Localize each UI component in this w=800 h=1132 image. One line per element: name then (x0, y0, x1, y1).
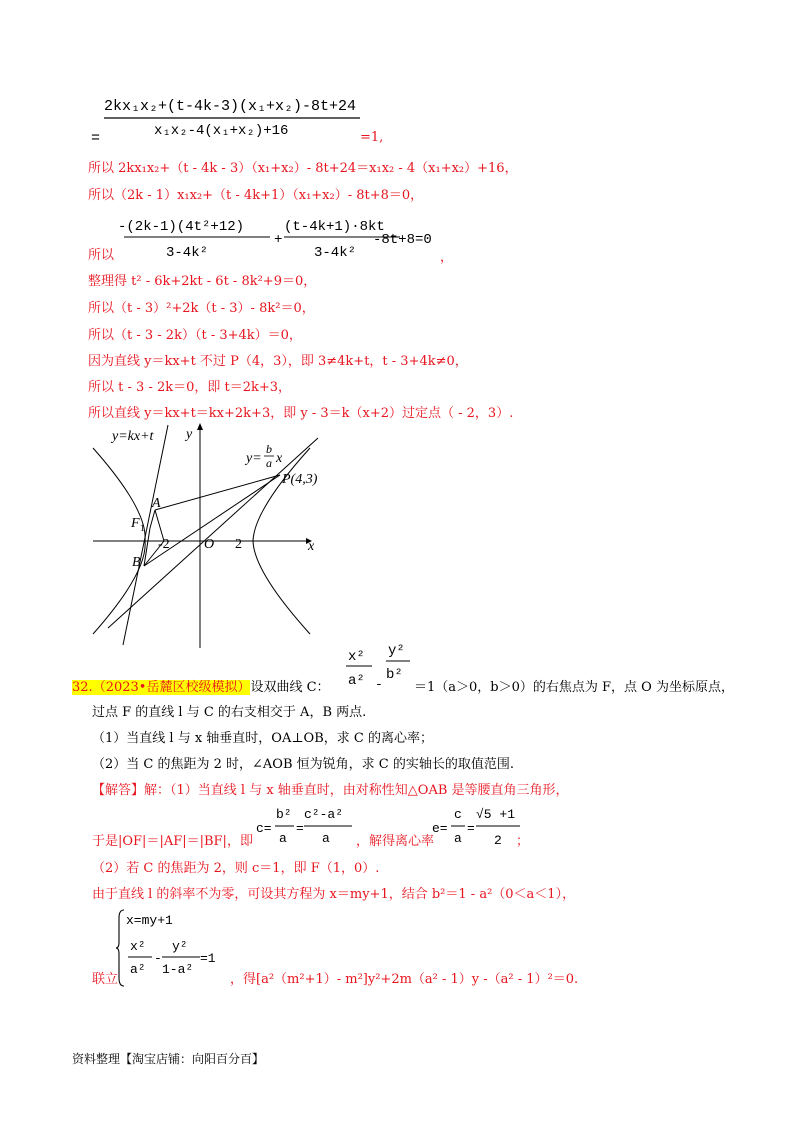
graph-label-asym-den: a (266, 456, 272, 470)
text-line-b4: 因为直线 y＝kx+t 不过 P（4，3），即 3≠4k+t，t - 3+4k≠0， (88, 354, 468, 369)
eq2-prefix: 所以 (88, 248, 115, 263)
line-kx-plus-t (123, 425, 168, 645)
system-x-den: a² (130, 962, 146, 977)
hyp-x-den: a² (348, 673, 365, 689)
answer-c-formula (256, 802, 356, 854)
graph-label-x: x (308, 539, 315, 554)
answer-tag: 【解答】 (92, 783, 145, 798)
answer-e-formula (432, 802, 522, 854)
answer-e-formula-svg (432, 802, 522, 854)
graph-label-b: B (132, 555, 141, 570)
answer-lianli: 联立 (92, 972, 119, 987)
fraction-equation-2 (118, 210, 448, 264)
hyp-minus: - (375, 677, 383, 692)
question-part-2: （2）当 C 的焦距为 2 时，∠AOB 恒为锐角，求 C 的实轴长的取值范围. (92, 757, 514, 772)
graph-label-asym-prefix: y= (246, 451, 262, 466)
question-eq-rest: ＝1（a＞0，b＞0）的右焦点为 F，点 O 为坐标原点， (414, 680, 734, 695)
answer-system-svg (116, 908, 226, 988)
fraction-equation-1-svg (88, 92, 388, 148)
answer-line-2-end: ； (516, 834, 530, 849)
answer-frac1-den: a (279, 831, 287, 846)
answer-frac4-num: √5 +1 (476, 807, 516, 822)
text-line-a2: 所以（2k - 1）x₁x₂+（t - 4k+1）（x₁+x₂）- 8t+8＝0， (88, 188, 424, 203)
hyp-y-num: y² (388, 643, 405, 659)
hyperbola-graph-svg (88, 420, 328, 650)
answer-frac2-num: c²-a² (304, 807, 344, 822)
y-axis-arrow (197, 423, 203, 430)
system-x-num: x² (130, 939, 146, 954)
system-y-num: y² (172, 939, 188, 954)
eq2-term1-denominator: 3-4k² (166, 245, 209, 261)
segment-f1-a (150, 510, 155, 528)
eq2-plus: + (274, 232, 283, 248)
graph-label-neg2: -2 (158, 537, 170, 552)
answer-line-4: 由于直线 l 的斜率不为零，可设其方程为 x＝my+1，结合 b²＝1 - a²（0＜a＜1）， (92, 887, 576, 902)
eq1-result: =1, (360, 130, 384, 145)
fraction-equation-1 (88, 92, 388, 148)
hyp-x-num: x² (348, 649, 365, 665)
answer-e-eq2: = (467, 821, 475, 836)
eq2-comma: ， (440, 250, 454, 265)
question-part-1: （1）当直线 l 与 x 轴垂直时，OA⊥OB，求 C 的离心率； (92, 731, 433, 746)
segment-pb (144, 475, 280, 566)
graph-label-o: O (204, 537, 215, 552)
answer-line-3: （2）若 C 的焦距为 2，则 c＝1，即 F（1，0）. (92, 861, 380, 876)
fraction-equation-2-svg (118, 210, 448, 264)
question-number: 32. (72, 680, 93, 695)
answer-e-eq: e= (432, 821, 448, 836)
graph-label-y: y (186, 427, 193, 442)
question-32-header (72, 676, 330, 695)
hyperbola-equation (342, 640, 412, 696)
eq1-denominator: x₁x₂-4(x₁+x₂)+16 (154, 123, 289, 139)
question-line-2: 过点 F 的直线 l 与 C 的右支相交于 A，B 两点. (92, 705, 367, 720)
text-line-a1: 所以 2kx₁x₂+（t - 4k - 3）（x₁+x₂）- 8t+24＝x₁x₂ - 4（x₁+x₂）+16， (88, 161, 518, 176)
answer-frac4-den: 2 (494, 833, 502, 848)
answer-line-5-end: ，得[a²（m²+1）- m²]y²+2m（a² - 1）y -（a² - 1）²＝0. (230, 972, 579, 987)
eq2-term2-denominator: 3-4k² (314, 245, 357, 261)
graph-label-asym-suffix: x (276, 451, 283, 466)
answer-text-1: 解：（1）当直线 l 与 x 轴垂直时，由对称性知△OAB 是等腰直角三角形， (144, 783, 569, 798)
graph-label-line: y=kx+t (112, 429, 154, 444)
system-minus: - (154, 951, 162, 966)
eq1-numerator: 2kx₁x₂+(t-4k-3)(x₁+x₂)-8t+24 (104, 98, 357, 115)
question-source: （2023•岳麓区校级模拟） (92, 680, 251, 695)
answer-frac2-den: a (322, 831, 330, 846)
graph-label-f-sub: 1 (140, 523, 145, 533)
answer-c-eq: c= (256, 821, 272, 836)
text-line-b3: 所以（t - 3 - 2k）（t - 3+4k）＝0， (88, 328, 302, 343)
text-line-b5: 所以 t - 3 - 2k＝0，即 t＝2k+3， (88, 380, 292, 395)
answer-line-2-prefix: 于是|OF|＝|AF|＝|BF|，即 (92, 834, 253, 849)
question-intro: 设双曲线 C： (250, 680, 330, 695)
hyperbola-equation-svg (342, 640, 412, 696)
answer-frac3-den: a (454, 831, 462, 846)
asymptote-line (108, 438, 318, 628)
system-eq: =1 (200, 951, 216, 966)
graph-label-2: 2 (235, 537, 242, 552)
hyp-y-den: b² (386, 667, 403, 683)
answer-line-2-mid: ，解得离心率 (356, 834, 435, 849)
system-top: x=my+1 (126, 913, 173, 928)
answer-system (116, 908, 226, 988)
answer-frac3-num: c (454, 807, 462, 822)
eq2-tail: -8t+8=0 (373, 232, 432, 248)
text-line-b2: 所以（t - 3）²+2k（t - 3）- 8k²＝0， (88, 301, 315, 316)
eq1-equals: = (91, 130, 101, 147)
answer-line-1 (92, 779, 569, 798)
text-line-b6: 所以直线 y＝kx+t＝kx+2k+3，即 y - 3＝k（x+2）过定点（ - 2，3）. (88, 406, 514, 421)
system-y-den: 1-a² (162, 962, 194, 977)
graph-label-a: A (152, 496, 161, 511)
eq2-term1-numerator: -(2k-1)(4t²+12) (118, 219, 245, 235)
eq2-term2-numerator: (t-4k+1)·8kt (284, 219, 385, 235)
answer-frac1-num: b² (276, 807, 292, 822)
graph-label-f: F (131, 516, 140, 531)
graph-label-p: P(4,3) (282, 472, 318, 487)
text-line-b1: 整理得 t² - 6k+2kt - 6t - 8k²+9＝0， (88, 274, 317, 289)
answer-c-formula-svg (256, 802, 356, 854)
graph-label-asym-num: b (266, 442, 272, 456)
page-footer: 资料整理【淘宝店铺：向阳百分百】 (72, 1052, 265, 1066)
hyperbola-graph (88, 420, 328, 650)
answer-eq-sign: = (296, 821, 304, 836)
segment-pa (155, 475, 280, 510)
